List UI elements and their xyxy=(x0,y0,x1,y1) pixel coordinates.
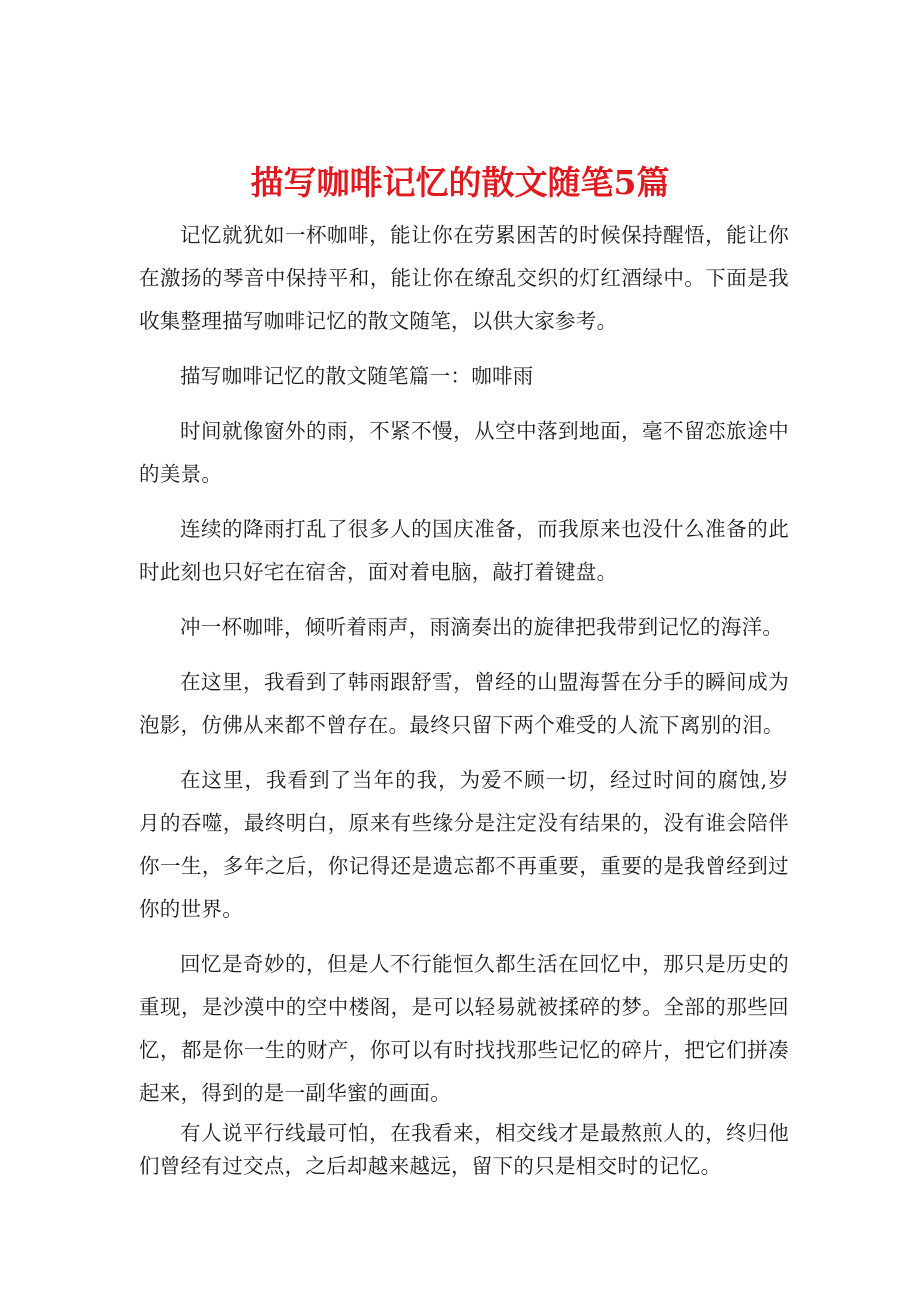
paragraph: 在这里，我看到了当年的我，为爱不顾一切，经过时间的腐蚀,岁月的吞噬，最终明白，原来有些缘分是注定没有结果的，没有谁会陪伴你一生，多年之后，你记得还是遗忘都不再重要，重要的是我曾经到过你的世界。 xyxy=(139,768,789,921)
paragraph: 时间就像窗外的雨，不紧不慢，从空中落到地面，毫不留恋旅途中的美景。 xyxy=(139,419,789,486)
paragraph: 冲一杯咖啡，倾听着雨声，雨滴奏出的旋律把我带到记忆的海洋。 xyxy=(180,615,784,639)
paragraph: 连续的降雨打乱了很多人的国庆准备，而我原来也没什么准备的此时此刻也只好宅在宿舍，面对着电脑，敲打着键盘。 xyxy=(139,517,789,584)
document-body xyxy=(139,214,789,1183)
paragraph: 在这里，我看到了韩雨跟舒雪，曾经的山盟海誓在分手的瞬间成为泡影，仿佛从来都不曾存在。最终只留下两个难受的人流下离别的泪。 xyxy=(139,670,789,737)
paragraph: 回忆是奇妙的，但是人不行能恒久都生活在回忆中，那只是历史的重现，是沙漠中的空中楼阁，是可以轻易就被揉碎的梦。全部的那些回忆，都是你一生的财产，你可以有时找找那些记忆的碎片，把它们拼凑起来，得到的是一副华蜜的画面。 xyxy=(139,952,789,1105)
document-title: 描写咖啡记忆的散文随笔5篇 xyxy=(250,163,670,203)
paragraph: 有人说平行线最可怕，在我看来，相交线才是最熬煎人的，终归他们曾经有过交点，之后却越来越远，留下的只是相交时的记忆。 xyxy=(139,1121,789,1178)
paragraph-intro: 记忆就犹如一杯咖啡，能让你在劳累困苦的时候保持醒悟，能让你在激扬的琴音中保持平和，能让你在缭乱交织的灯红酒绿中。下面是我收集整理描写咖啡记忆的散文随笔，以供大家参考。 xyxy=(139,223,789,333)
paragraph-section-heading: 描写咖啡记忆的散文随笔篇一：咖啡雨 xyxy=(180,364,534,388)
